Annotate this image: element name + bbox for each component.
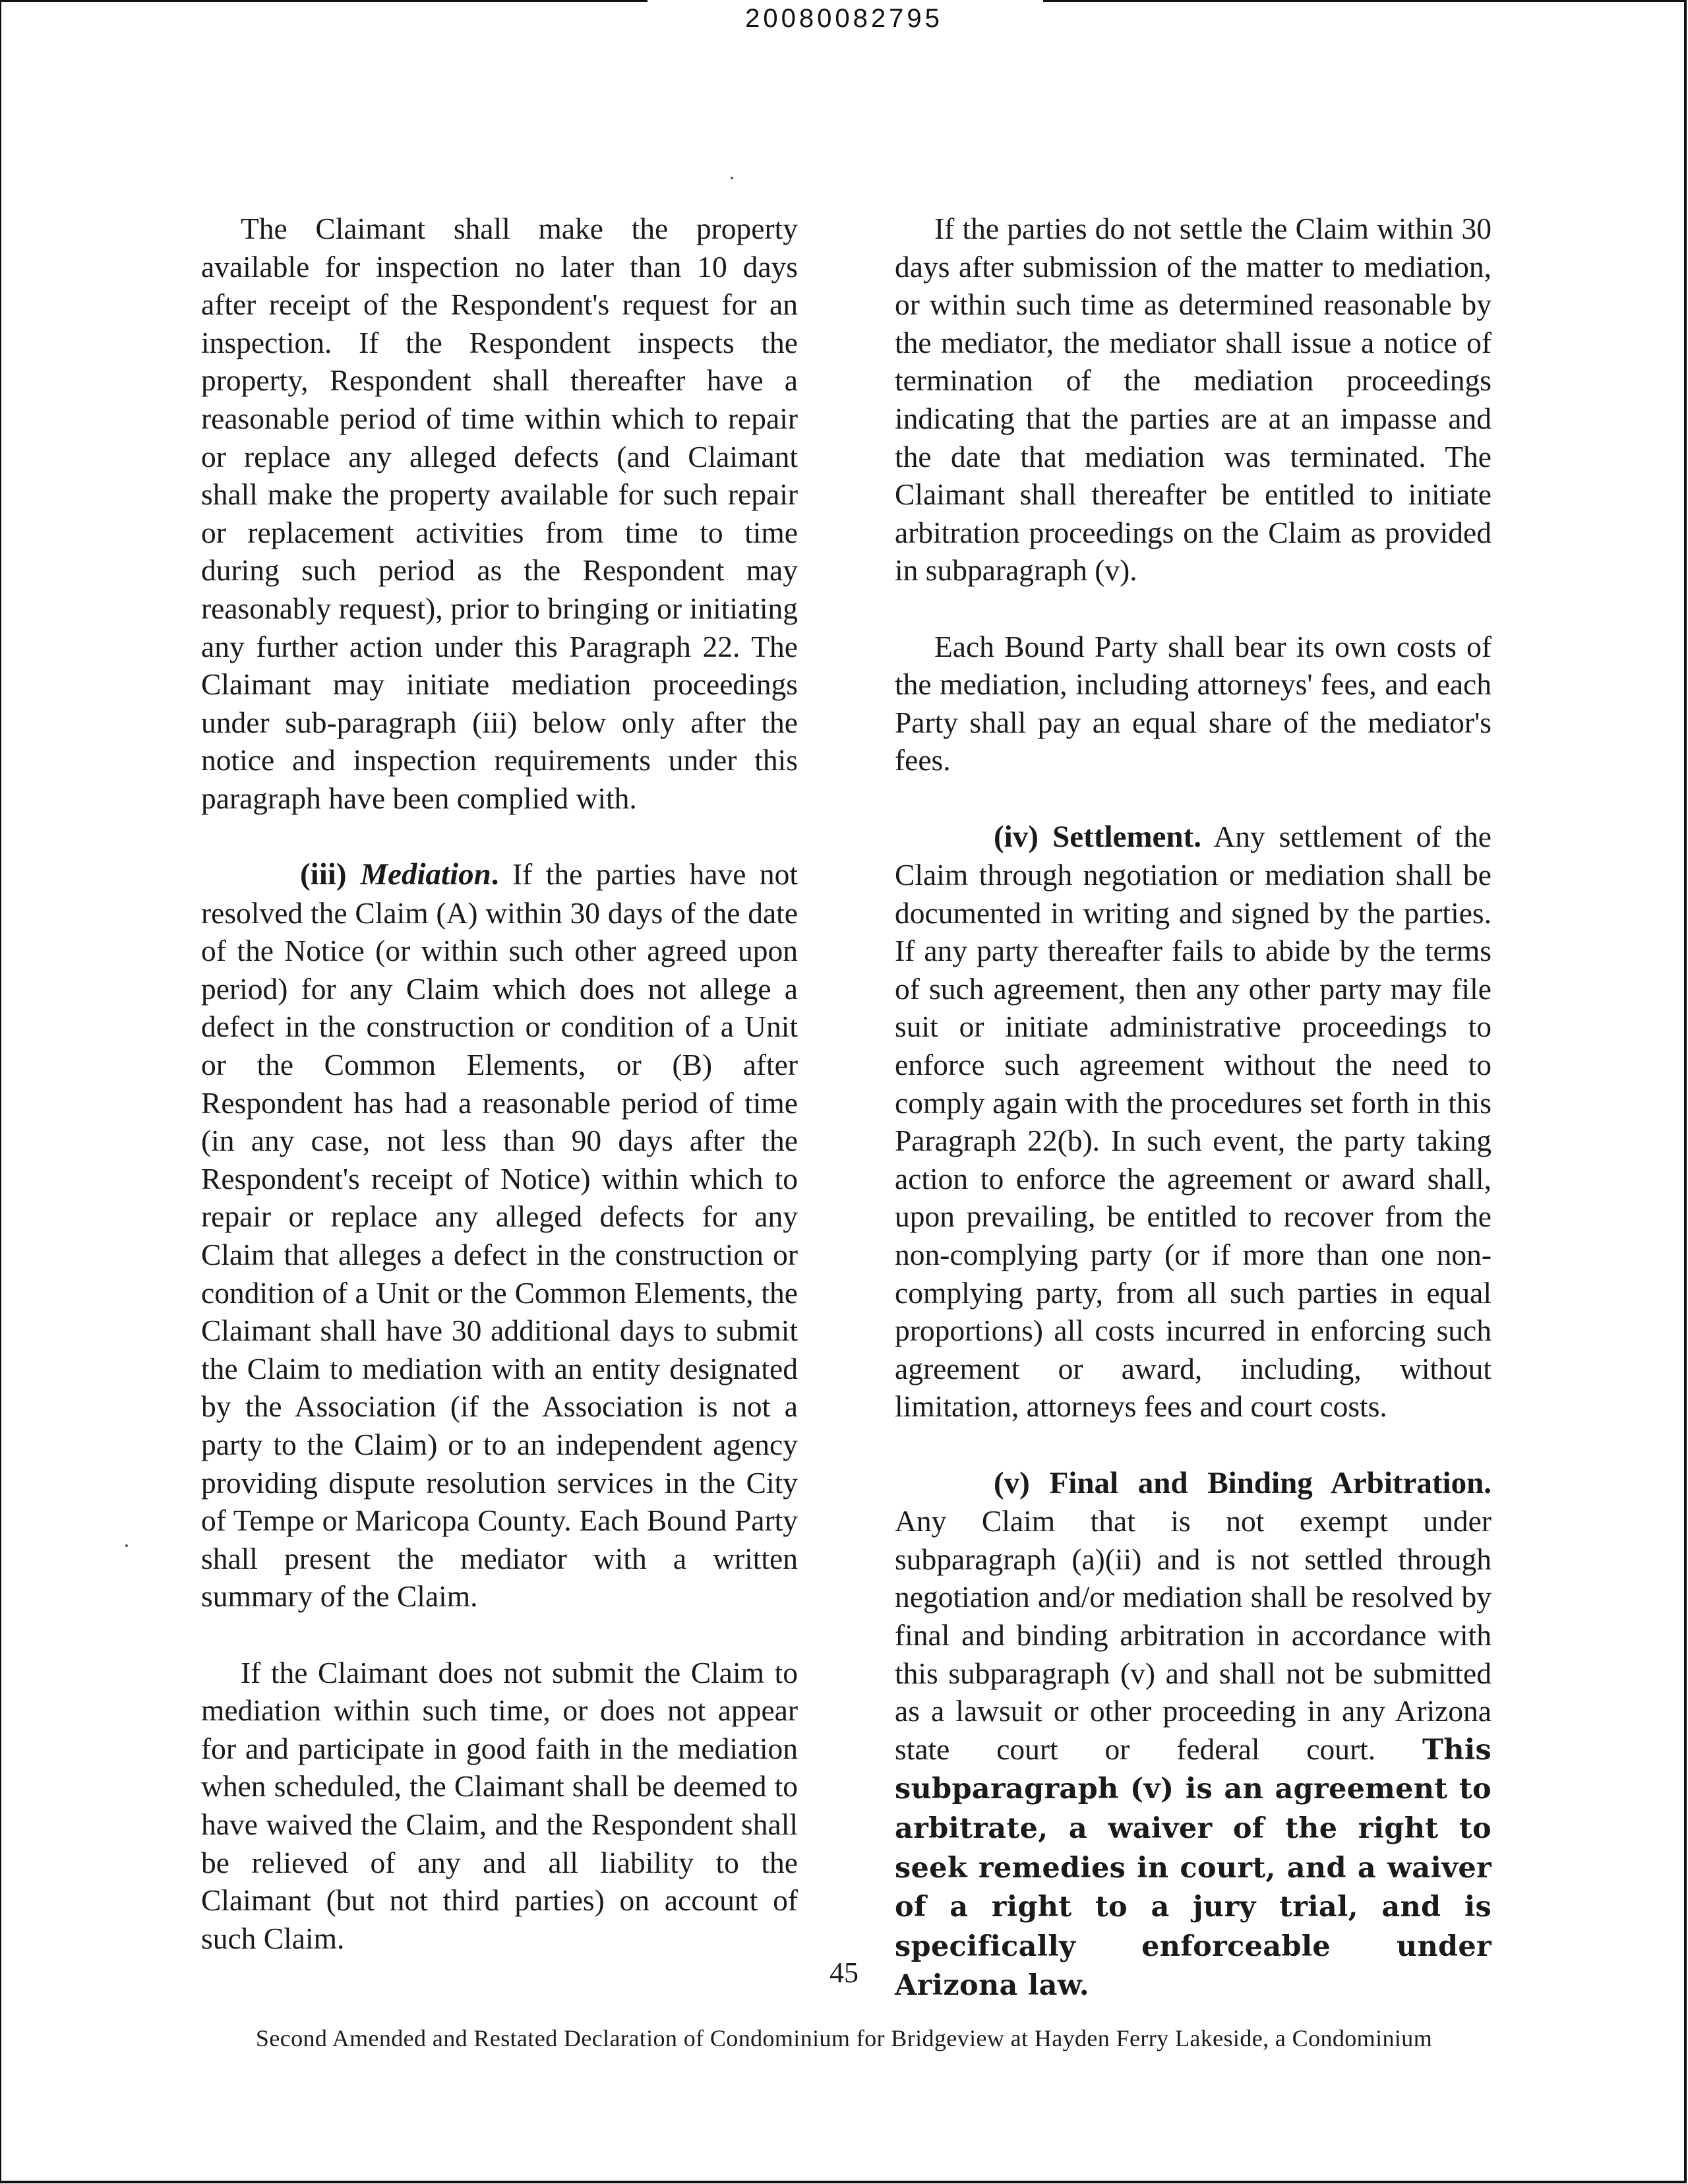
mediation-paragraph bbox=[201, 855, 798, 1616]
settlement-paragraph bbox=[895, 818, 1492, 1426]
waiver-paragraph: If the Claimant does not submit the Claim to mediation within such time, or does not appear for and participate in good faith in the mediation when scheduled, the Claimant shall be deemed to have waived the Claim, and the Respondent shall be relieved of any and all liability to the Claimant (but not third parties) on account of such Claim. bbox=[201, 1655, 798, 1955]
mediation-heading-period: . bbox=[491, 857, 499, 892]
settlement-text: Any settlement of the Claim through negotiation or mediation shall be documented in writing and signed by the parties. If any party thereafter fails to abide by the terms of such agreement, then any other party may file suit or initiate administrative proceedings to enforce such agreement without the need to comply again with the procedures set forth in this Paragraph 22(b). In such event, the party taking action to enforce the agreement or award shall, upon prevailing, be entitled to recover from the non-complying party (or if more than one non-complying party, from all such parties in equal proportions) all costs incurred in enforcing such agreement or award, including, without limitation, attorneys fees and court costs. bbox=[895, 819, 1492, 1424]
footer: Second Amended and Restated Declaration of Condominium for Bridgeview at Hayden Ferry Lakeside, a Condominium bbox=[255, 2025, 1433, 2051]
costs-paragraph: Each Bound Party shall bear its own costs of the mediation, including attorneys' fees, and each Party shall pay an equal share of the mediator's fees. bbox=[895, 629, 1492, 777]
arbitration-emphasis: This subparagraph (v) is an agreement to arbitrate, a waiver of the right to seek remedies in court, and a waiver of a right to a jury trial, and is specifically enforceable under Arizona law. bbox=[895, 1733, 1492, 2003]
mediation-heading bbox=[300, 857, 499, 892]
mediation-text: If the parties have not resolved the Claim (A) within 30 days of the date of the Notice (or within such other agreed upon period) for any Claim which does not allege a defect in the construction or condition of a Unit or the Common Elements, or (B) after Respondent has had a reasonable period of time (in any case, not less than 90 days after the Respondent's receipt of Notice) within which to repair or replace any alleged defects for any Claim that alleges a defect in the construction or condition of a Unit or the Common Elements, the Claimant shall have 30 additional days to submit the Claim to mediation with an entity designated by the Association (if the Association is not a party to the Claim) or to an independent agency providing dispute resolution services in the City of Tempe or Maricopa County. Each Bound Party shall present the mediator with a written summary of the Claim. bbox=[201, 857, 798, 1614]
page-number: 45 bbox=[829, 1957, 859, 1989]
scan-speck bbox=[125, 1544, 128, 1547]
document-number: 20080082795 bbox=[745, 4, 943, 33]
left-column bbox=[201, 210, 798, 1995]
arbitration-paragraph bbox=[895, 1464, 1492, 2005]
inspection-paragraph: The Claimant shall make the property available for inspection no later than 10 days after receipt of the Respondent's request for an inspection. If the Respondent inspects the property, Respondent shall thereafter have a reasonable period of time within which to repair or replace any alleged defects (and Claimant shall make the property available for such repair or replacement activities from time to time during such period as the Respondent may reasonably request), prior to bringing or initiating any further action under this Paragraph 22. The Claimant may initiate mediation proceedings under sub-paragraph (iii) below only after the notice and inspection requirements under this paragraph have been complied with. bbox=[201, 212, 798, 815]
arbitration-text: Any Claim that is not exempt under subparagraph (a)(ii) and is not settled through negotiation and/or mediation shall be resolved by final and binding arbitration in accordance with this subparagraph (v) and shall not be submitted as a lawsuit or other proceeding in any Arizona state court or federal court. bbox=[895, 1504, 1492, 1766]
right-column bbox=[895, 210, 1492, 2044]
mediation-heading-number: (iii) bbox=[300, 857, 361, 892]
settlement-heading: (iv) Settlement. bbox=[994, 819, 1201, 854]
arbitration-heading: (v) Final and Binding Arbitration. bbox=[994, 1465, 1492, 1500]
impasse-paragraph: If the parties do not settle the Claim within 30 days after submission of the matter to mediation, or within such time as determined reasonable by the mediator, the mediator shall issue a notice of termination of the mediation proceedings indicating that the parties are at an impasse and the date that mediation was terminated. The Claimant shall thereafter be entitled to initiate arbitration proceedings on the Claim as provided in subparagraph (v). bbox=[895, 212, 1492, 588]
scan-speck bbox=[731, 177, 733, 179]
mediation-heading-title: Mediation bbox=[360, 857, 491, 892]
